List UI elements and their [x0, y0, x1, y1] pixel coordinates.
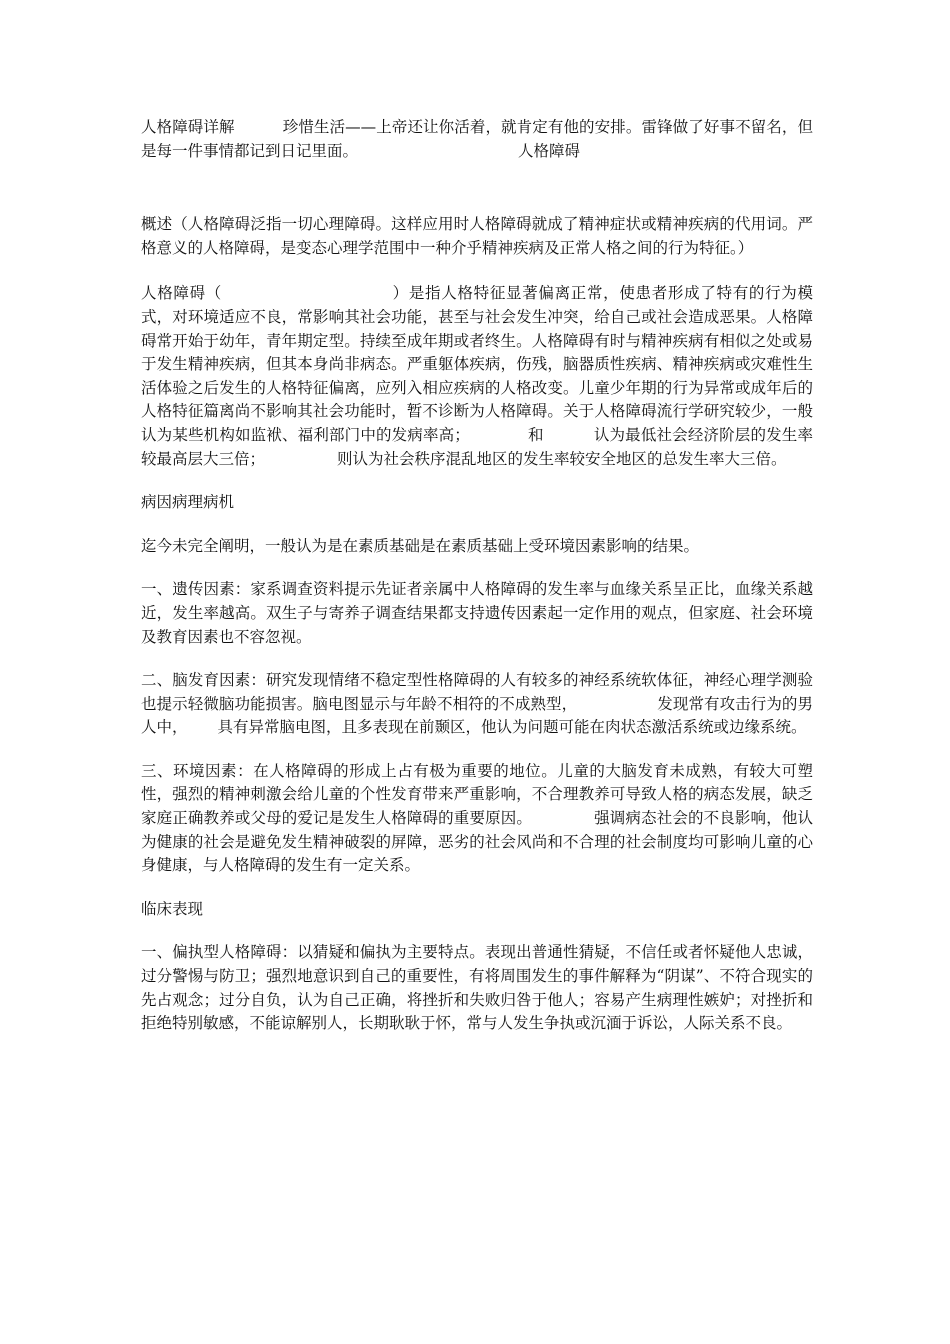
- definition-part-3: 和: [527, 425, 544, 444]
- brain-part-2: 发现常有攻击行为的男人中，: [141, 694, 813, 737]
- environment-part-1: 三、环境因素：在人格障碍的形成上占有极为重要的地位。儿童的大脑发育未成熟，有较大可塑性，强烈的精神刺激会给儿童的个性发育带来严重影响，不合理教养可导致人格的病态发展，缺乏家庭正确教养或父母的爱记是发生人格障碍的重要原因。: [141, 761, 813, 828]
- definition-part-1: 人格障碍（: [141, 284, 222, 303]
- definition-part-5: 则认为社会秩序混乱地区的发生率较安全地区的总发生率大三倍。: [337, 449, 787, 468]
- brain-part-3: 具有异常脑电图，且多表现在前颞区，他认为问题可能在肉状态激活系统或边缘系统。: [217, 718, 807, 737]
- document-subtitle: 人格障碍: [518, 141, 581, 160]
- document-title: 人格障碍详解: [141, 118, 235, 136]
- paranoid-personality-paragraph: 一、偏执型人格障碍：以猜疑和偏执为主要特点。表现出普通性猜疑，不信任或者怀疑他人忠诚，过分警惕与防卫；强烈地意识到自己的重要性，有将周围发生的事件解释为“阴谋”、不符合现实的先占观念；过分自负，认为自己正确，将挫折和失败归咎于他人；容易产生病理性嫉妒；对挫折和拒绝特别敏感，不能谅解别人，长期耿耿于怀，常与人发生争执或沉湎于诉讼，人际关系不良。: [141, 943, 813, 1033]
- overview-paragraph: 概述（人格障碍泛指一切心理障碍。这样应用时人格障碍就成了精神症状或精神疾病的代用词。严格意义的人格障碍，是变态心理学范围中一种介乎精神疾病及正常人格之间的行为特征。）: [141, 215, 813, 257]
- intro-paragraph: [141, 116, 813, 163]
- etiology-summary: 迄今未完全阐明，一般认为是在素质基础是在素质基础上受环境因素影响的结果。: [141, 536, 700, 555]
- definition-paragraph: [141, 282, 813, 471]
- brain-development-paragraph: [141, 669, 813, 740]
- brain-part-1: 二、脑发育因素：研究发现情绪不稳定型性格障碍的人有较多的神经系统软体征，神经心理学测验也提示轻微脑功能损害。脑电图显示与年龄不相符的不成熟型，: [141, 671, 813, 713]
- definition-part-4: 认为最低社会经济阶层的发生率较最高层大三倍；: [141, 425, 813, 468]
- motto-text: 珍惜生活——上帝还让你活着，就肯定有他的安排。雷锋做了好事不留名，但是每一件事情都记到日记里面。: [141, 118, 813, 160]
- environment-factors-paragraph: [141, 760, 813, 878]
- genetic-factors-paragraph: 一、遗传因素：家系调查资料提示先证者亲属中人格障碍的发生率与血缘关系呈正比，血缘关系越近，发生率越高。双生子与寄养子调查结果都支持遗传因素起一定作用的观点，但家庭、社会环境及教育因素也不容忽视。: [141, 580, 813, 646]
- clinical-heading: 临床表现: [141, 899, 204, 918]
- environment-part-2: 强调病态社会的不良影响，他认为健康的社会是避免发生精神破裂的屏障，恶劣的社会风尚和不合理的社会制度均可影响儿童的心身健康，与人格障碍的发生有一定关系。: [141, 809, 813, 875]
- document-body: [141, 116, 813, 1036]
- definition-part-2: ）是指人格特征显著偏离正常，使患者形成了特有的行为模式，对环境适应不良，常影响其社会功能，甚至与社会发生冲突，给自己或社会造成恶果。人格障碍常开始于幼年，青年期定型。持续至成年期或者终生。人格障碍有时与精神疾病有相似之处或易于发生精神疾病，但其本身尚非病态。严重躯体疾病，伤残，脑器质性疾病、精神疾病或灾难性生活体验之后发生的人格特征偏离，应列入相应疾病的人格改变。儿童少年期的行为异常或成年后的人格特征篇离尚不影响其社会功能时，暂不诊断为人格障碍。关于人格障碍流行学研究较少，一般认为某些机构如监袱、福利部门中的发病率高；: [141, 284, 813, 444]
- etiology-heading: 病因病理病机: [141, 493, 235, 512]
